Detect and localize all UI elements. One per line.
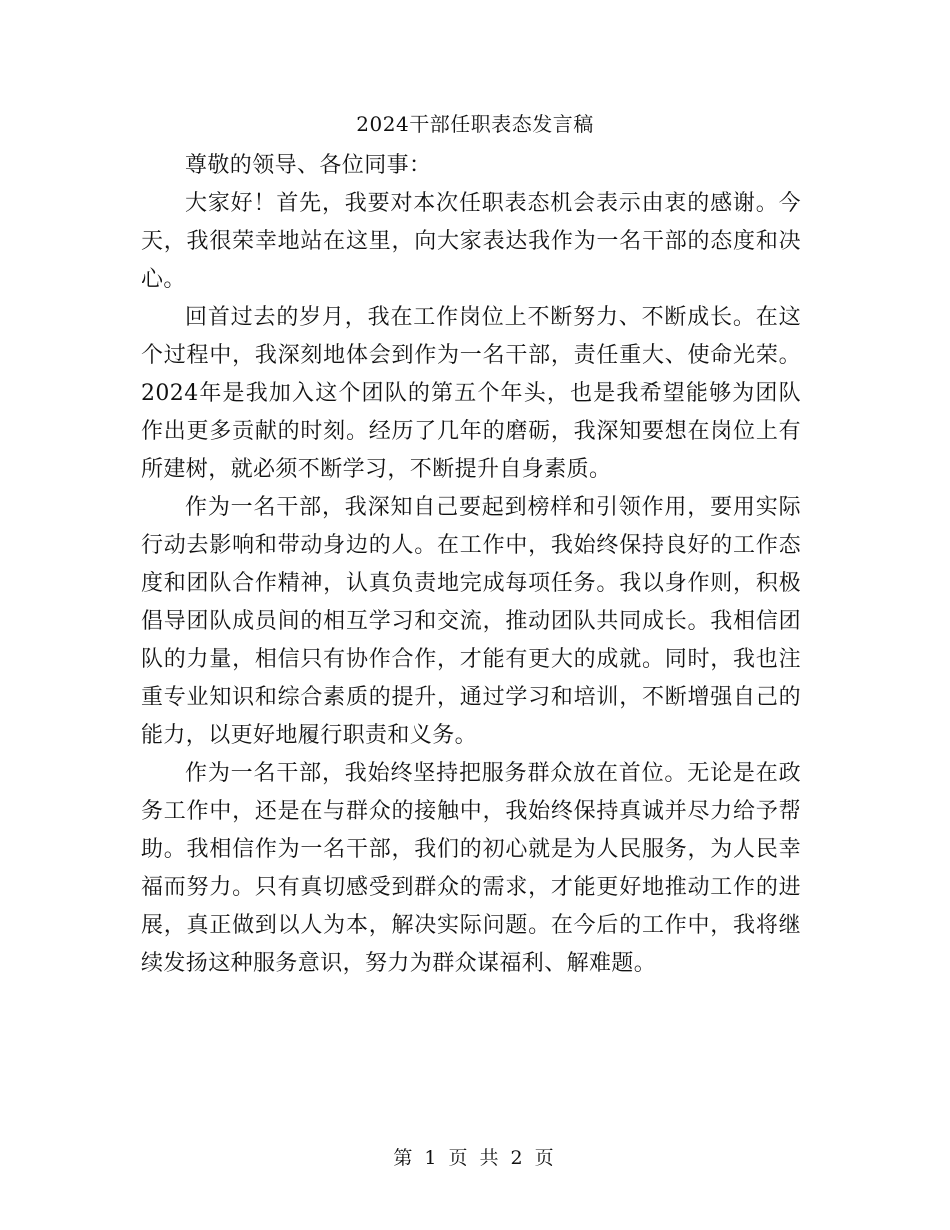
document-title: 2024干部任职表态发言稿 — [356, 112, 594, 136]
page-number-footer: 第 1 页 共 2 页 — [393, 1147, 557, 1169]
salutation: 尊敬的领导、各位同事： — [185, 153, 432, 178]
document-body — [141, 147, 801, 983]
paragraph-service: 作为一名干部，我始终坚持把服务群众放在首位。无论是在政务工作中，还是在与群众的接触中，我始终保持真诚并尽力给予帮助。我相信作为一名干部，我们的初心就是为人民服务，为人民幸福而努力。只有真切感受到群众的需求，才能更好地推动工作的进展，真正做到以人为本，解决实际问题。在今后的工作中，我将继续发扬这种服务意识，努力为群众谋福利、解难题。 — [141, 761, 801, 976]
paragraph-greeting: 大家好！首先，我要对本次任职表态机会表示由衷的感谢。今天，我很荣幸地站在这里，向大家表达我作为一名干部的态度和决心。 — [141, 191, 801, 292]
paragraph-leadership: 作为一名干部，我深知自己要起到榜样和引领作用，要用实际行动去影响和带动身边的人。在工作中，我始终保持良好的工作态度和团队合作精神，认真负责地完成每项任务。我以身作则，积极倡导团队成员间的相互学习和交流，推动团队共同成长。我相信团队的力量，相信只有协作合作，才能有更大的成就。同时，我也注重专业知识和综合素质的提升，通过学习和培训，不断增强自己的能力，以更好地履行职责和义务。 — [141, 495, 801, 748]
paragraph-review: 回首过去的岁月，我在工作岗位上不断努力、不断成长。在这个过程中，我深刻地体会到作为一名干部，责任重大、使命光荣。2024年是我加入这个团队的第五个年头，也是我希望能够为团队作出更多贡献的时刻。经历了几年的磨砺，我深知要想在岗位上有所建树，就必须不断学习，不断提升自身素质。 — [141, 305, 801, 482]
